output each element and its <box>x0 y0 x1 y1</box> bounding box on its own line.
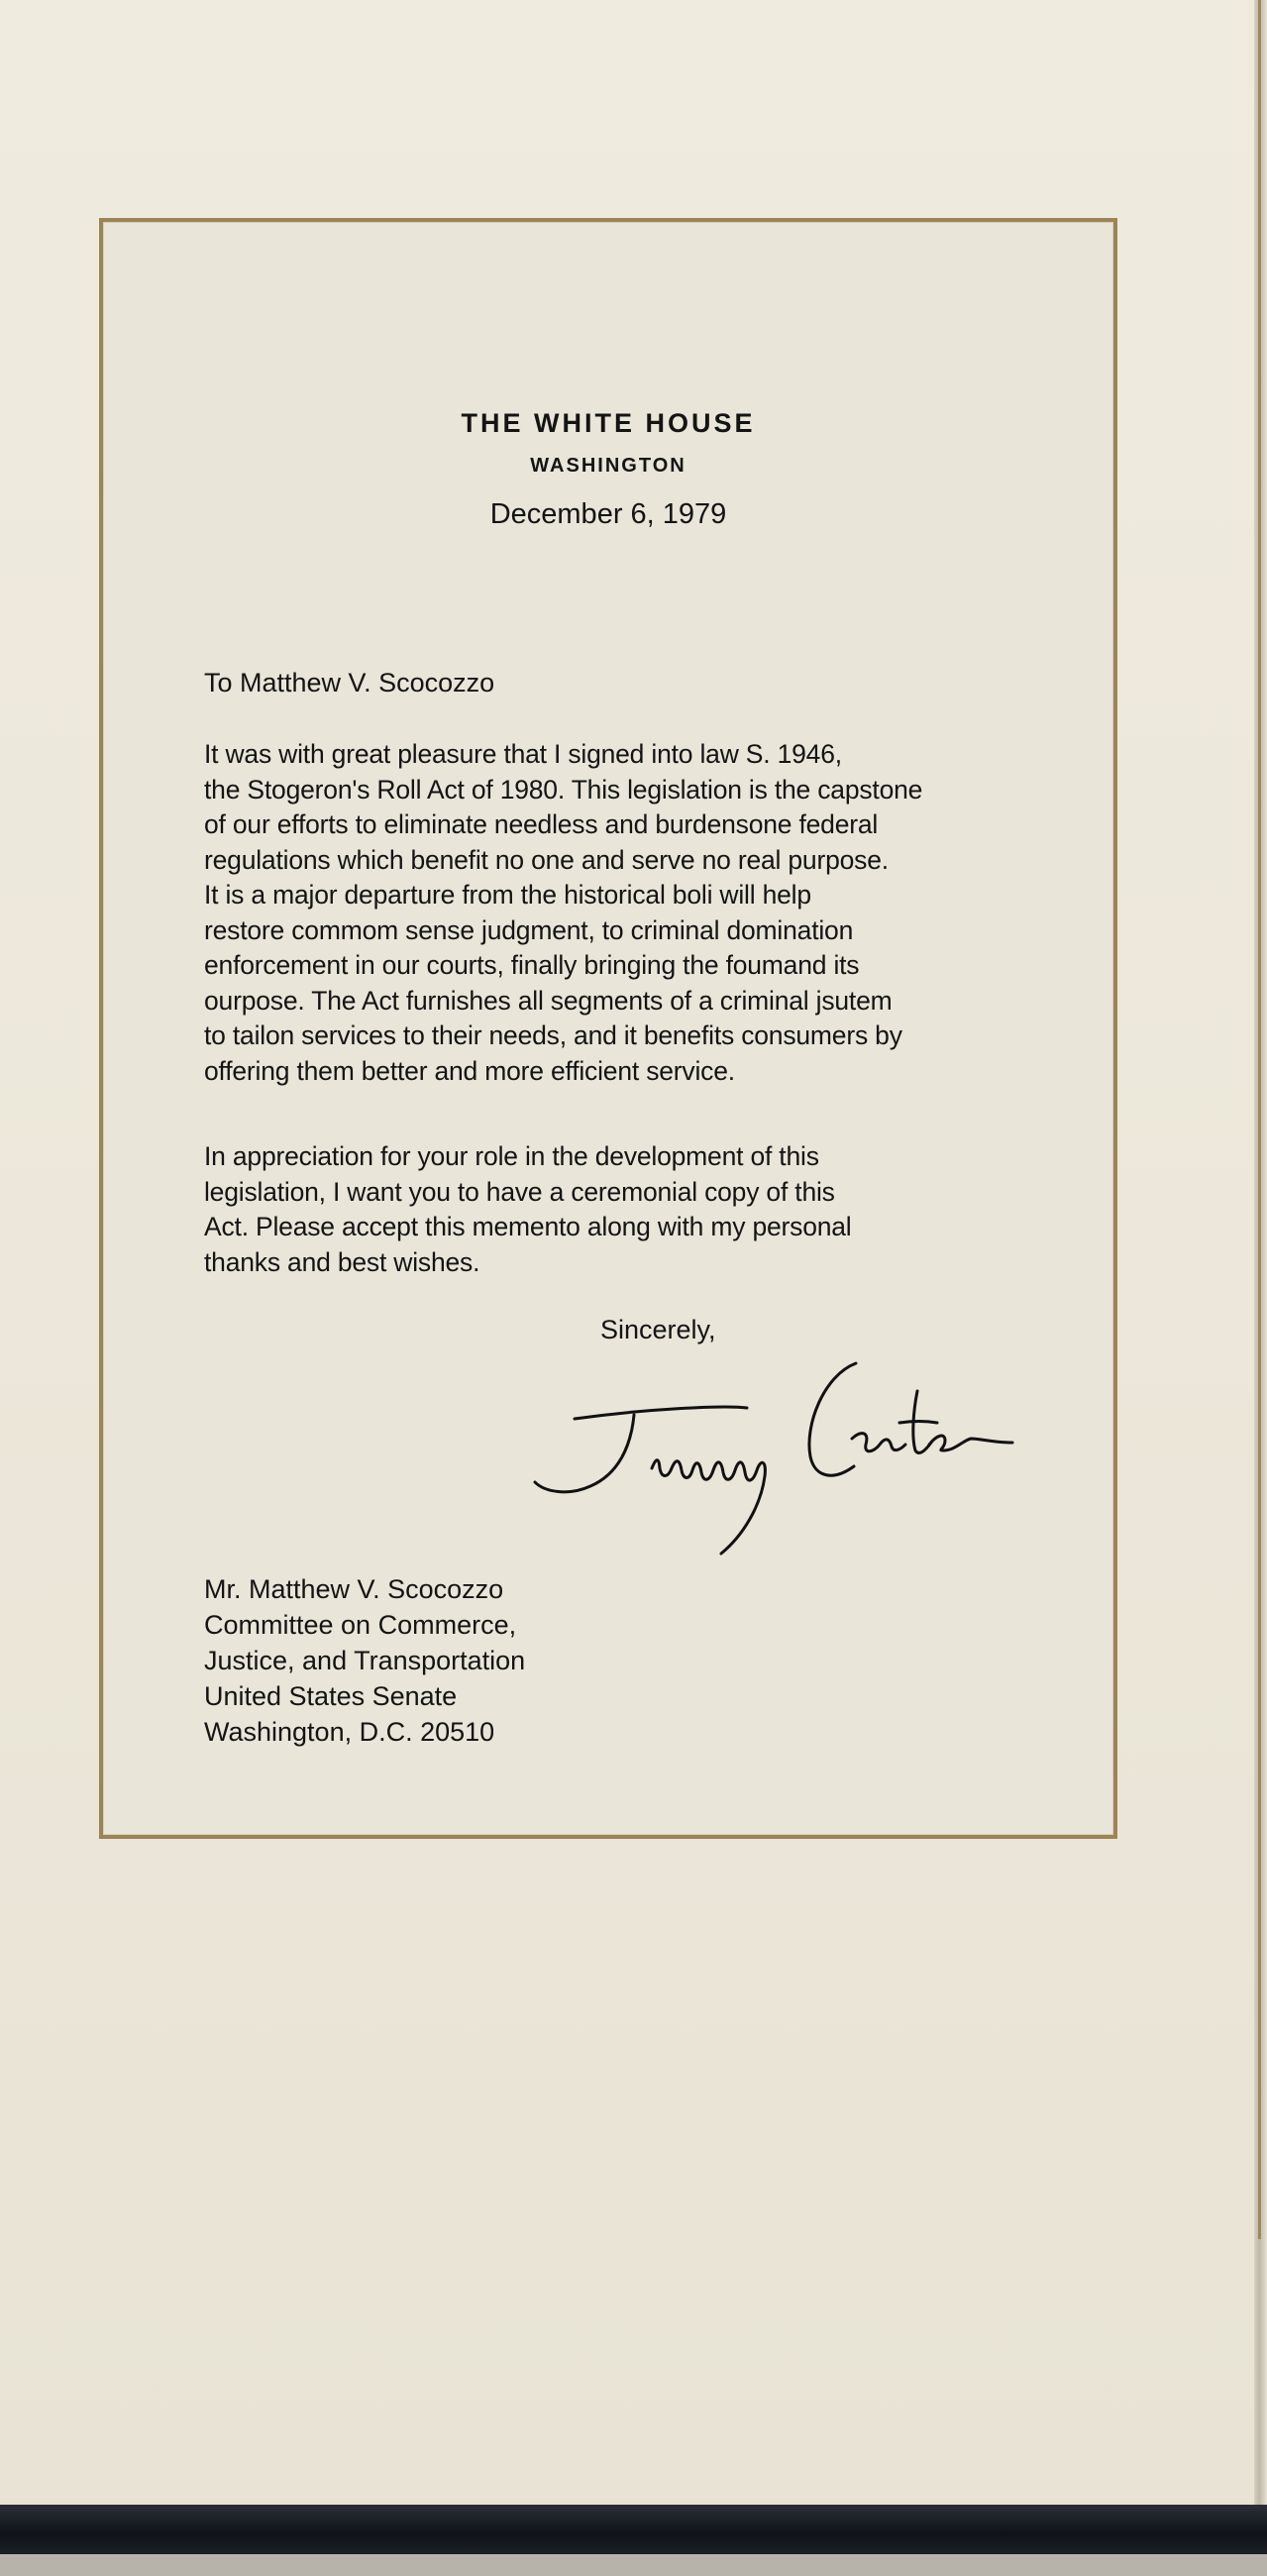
paragraph-line: ourpose. The Act furnishes all segments of a criminal jsutem <box>204 985 893 1016</box>
paragraph-line: of our efforts to eliminate needless and burdensone federal <box>204 809 879 839</box>
signature-image <box>517 1347 1032 1575</box>
letterhead-title: THE WHITE HOUSE <box>461 408 756 438</box>
frame-bottom-rail <box>0 2505 1267 2554</box>
letter-gold-border <box>99 218 1117 1839</box>
paragraph-line: legislation, I want you to have a ceremonial copy of this <box>204 1176 835 1207</box>
frame-right-edge <box>1254 0 1267 2505</box>
signature-stroke <box>535 1415 634 1492</box>
paragraph-line: In appreciation for your role in the development of this <box>204 1141 819 1171</box>
recipient-address <box>204 1571 525 1750</box>
paragraph-line: regulations which benefit no one and serve no real purpose. <box>204 844 889 875</box>
letterhead-city: WASHINGTON <box>530 455 686 477</box>
salutation: To Matthew V. Scocozzo <box>204 668 495 698</box>
paragraph-line: offering them better and more efficient service. <box>204 1055 735 1086</box>
paragraph-line: It was with great pleasure that I signed into law S. 1946, <box>204 739 842 769</box>
address-line: Mr. Matthew V. Scocozzo <box>204 1574 504 1604</box>
letterhead <box>103 405 1113 532</box>
body-paragraph-2 <box>204 1139 1046 1280</box>
address-line: Committee on Commerce, <box>204 1610 517 1640</box>
signature-stroke <box>575 1407 747 1419</box>
frame-gold-fillet <box>1258 0 1261 2239</box>
letter-date: December 6, 1979 <box>489 498 727 530</box>
signature-stroke <box>652 1460 765 1554</box>
address-line: Washington, D.C. 20510 <box>204 1717 495 1747</box>
signature-strokes <box>535 1363 1012 1554</box>
letter-document <box>103 222 1113 1835</box>
address-line: Justice, and Transportation <box>204 1646 526 1675</box>
paragraph-line: It is a major departure from the historical boli will help <box>204 880 811 910</box>
closing: Sincerely, <box>600 1315 716 1344</box>
signature-stroke <box>929 1436 1012 1450</box>
signature-stroke <box>899 1422 937 1424</box>
signature-stroke <box>852 1434 905 1451</box>
paragraph-line: to tailon services to their needs, and it benefits consumers by <box>204 1020 902 1050</box>
paragraph-line: enforcement in our courts, finally bringing the foumand its <box>204 950 860 980</box>
address-line: United States Senate <box>204 1681 458 1711</box>
signature-stroke <box>809 1363 856 1475</box>
background-surface <box>0 2554 1267 2576</box>
paragraph-line: thanks and best wishes. <box>204 1246 480 1277</box>
paragraph-line: the Stogeron's Roll Act of 1980. This legislation is the capstone <box>204 774 923 805</box>
body-paragraph-1 <box>204 737 1046 1089</box>
paragraph-line: restore commom sense judgment, to criminal domination <box>204 914 854 945</box>
paragraph-line: Act. Please accept this memento along with my personal <box>204 1212 852 1241</box>
